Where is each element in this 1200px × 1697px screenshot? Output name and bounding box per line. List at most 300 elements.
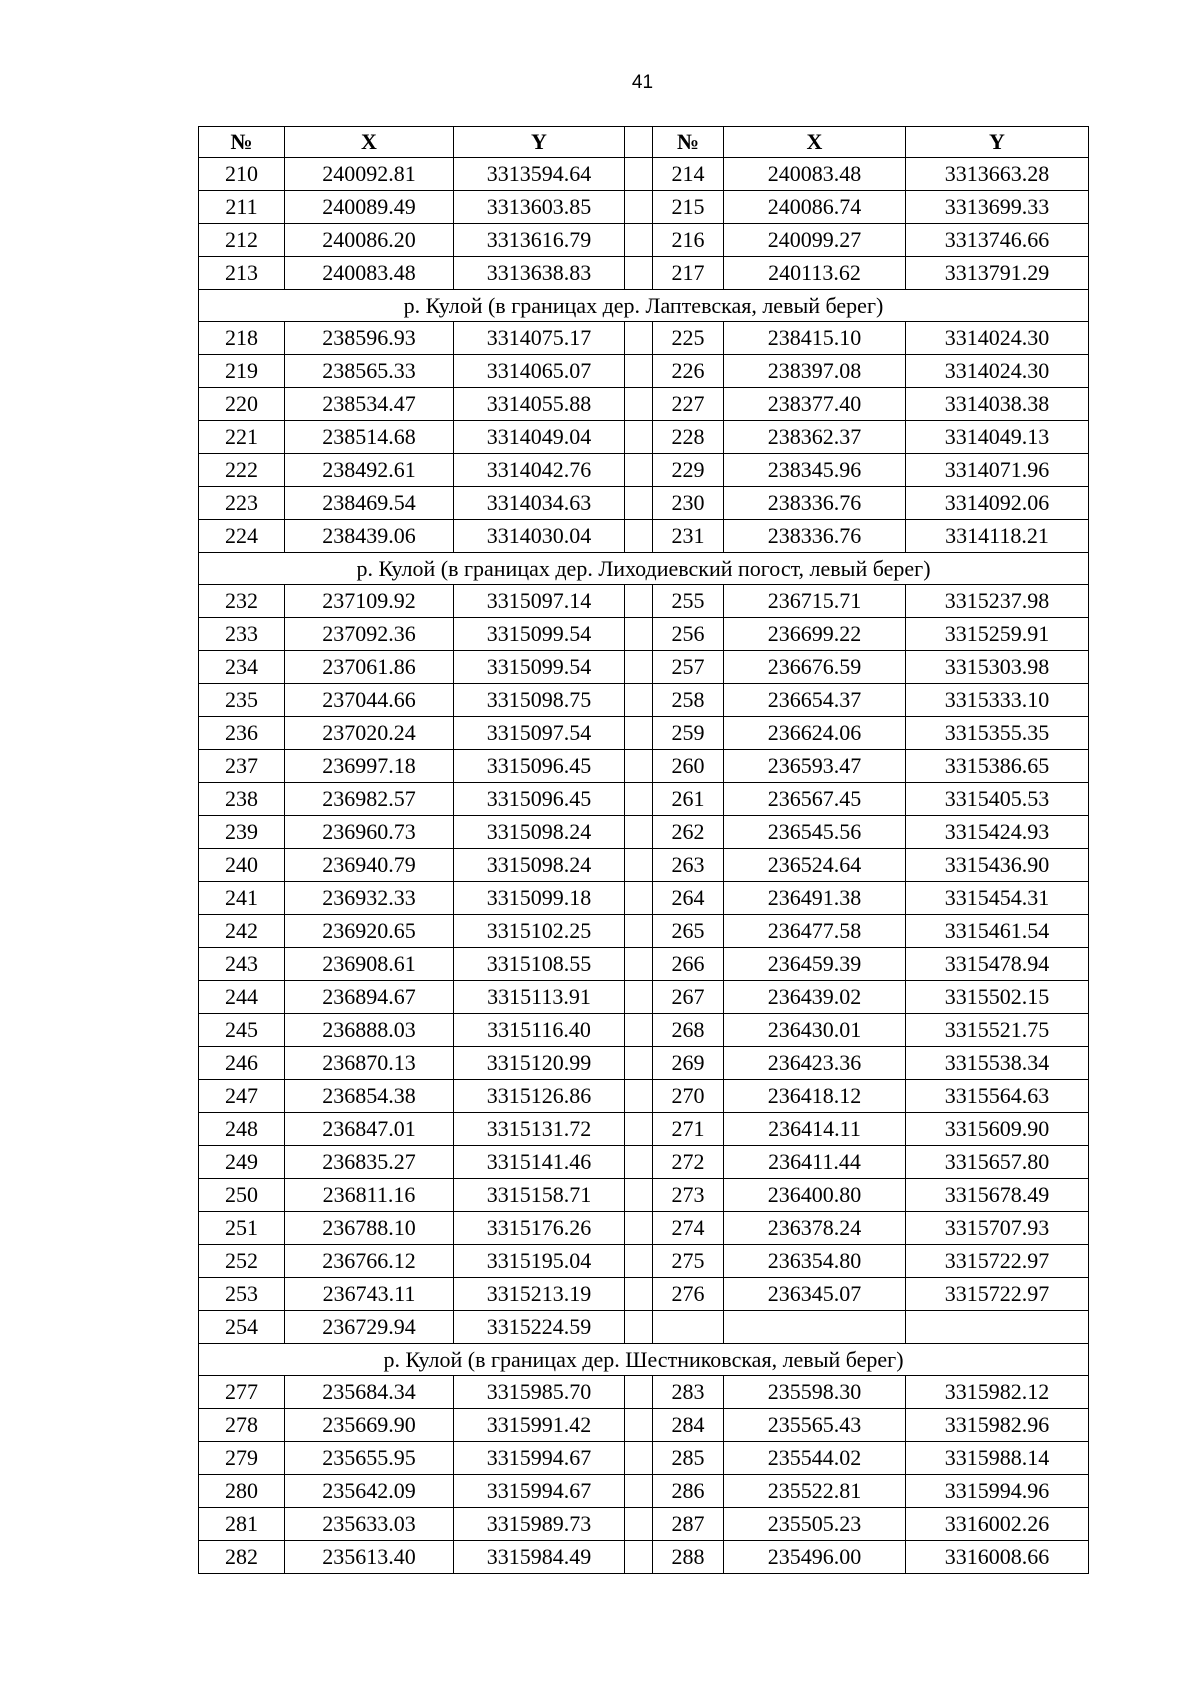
x-coordinate-right: 236354.80 bbox=[724, 1245, 906, 1278]
gap-cell bbox=[625, 388, 653, 421]
table-row bbox=[199, 1014, 1089, 1047]
point-number-left: 281 bbox=[199, 1508, 285, 1541]
y-coordinate-left: 3313638.83 bbox=[454, 257, 625, 290]
point-number-right: 268 bbox=[653, 1014, 724, 1047]
point-number-right: 260 bbox=[653, 750, 724, 783]
y-coordinate-left: 3314075.17 bbox=[454, 322, 625, 355]
gap-cell bbox=[625, 750, 653, 783]
gap-cell bbox=[625, 454, 653, 487]
y-coordinate-left: 3315131.72 bbox=[454, 1113, 625, 1146]
point-number-left: 249 bbox=[199, 1146, 285, 1179]
gap-cell bbox=[625, 816, 653, 849]
x-coordinate-right: 236439.02 bbox=[724, 981, 906, 1014]
table-body bbox=[199, 158, 1089, 1574]
table-row bbox=[199, 191, 1089, 224]
point-number-right: 258 bbox=[653, 684, 724, 717]
point-number-left: 238 bbox=[199, 783, 285, 816]
x-coordinate-left: 240083.48 bbox=[285, 257, 454, 290]
point-number-left: 222 bbox=[199, 454, 285, 487]
x-coordinate-left: 237061.86 bbox=[285, 651, 454, 684]
gap-cell bbox=[625, 1047, 653, 1080]
x-coordinate-left: 238534.47 bbox=[285, 388, 454, 421]
y-coordinate-right: 3315678.49 bbox=[906, 1179, 1089, 1212]
point-number-right: 216 bbox=[653, 224, 724, 257]
point-number-left: 235 bbox=[199, 684, 285, 717]
table-row bbox=[199, 520, 1089, 553]
point-number-left: 282 bbox=[199, 1541, 285, 1574]
gap-cell bbox=[625, 191, 653, 224]
x-coordinate-left: 240089.49 bbox=[285, 191, 454, 224]
x-coordinate-right: 236624.06 bbox=[724, 717, 906, 750]
point-number-left: 234 bbox=[199, 651, 285, 684]
x-coordinate-left: 238565.33 bbox=[285, 355, 454, 388]
y-coordinate-left: 3315176.26 bbox=[454, 1212, 625, 1245]
y-coordinate-right: 3315722.97 bbox=[906, 1245, 1089, 1278]
point-number-left: 224 bbox=[199, 520, 285, 553]
x-coordinate-left: 235642.09 bbox=[285, 1475, 454, 1508]
x-coordinate-left: 237020.24 bbox=[285, 717, 454, 750]
point-number-right: 284 bbox=[653, 1409, 724, 1442]
y-coordinate-left: 3315141.46 bbox=[454, 1146, 625, 1179]
point-number-right: 266 bbox=[653, 948, 724, 981]
x-coordinate-right: 236545.56 bbox=[724, 816, 906, 849]
y-coordinate-left: 3315989.73 bbox=[454, 1508, 625, 1541]
x-coordinate-left: 235655.95 bbox=[285, 1442, 454, 1475]
x-coordinate-left: 236940.79 bbox=[285, 849, 454, 882]
y-coordinate-left: 3313603.85 bbox=[454, 191, 625, 224]
x-coordinate-right: 236400.80 bbox=[724, 1179, 906, 1212]
y-coordinate-right: 3315982.12 bbox=[906, 1376, 1089, 1409]
point-number-right bbox=[653, 1311, 724, 1344]
point-number-left: 220 bbox=[199, 388, 285, 421]
gap-cell bbox=[625, 915, 653, 948]
y-coordinate-right: 3315461.54 bbox=[906, 915, 1089, 948]
y-coordinate-right: 3315988.14 bbox=[906, 1442, 1089, 1475]
y-coordinate-left: 3315098.24 bbox=[454, 816, 625, 849]
point-number-left: 244 bbox=[199, 981, 285, 1014]
table-row bbox=[199, 585, 1089, 618]
table-row bbox=[199, 1311, 1089, 1344]
point-number-right: 226 bbox=[653, 355, 724, 388]
y-coordinate-left: 3314065.07 bbox=[454, 355, 625, 388]
x-coordinate-left: 236908.61 bbox=[285, 948, 454, 981]
gap-cell bbox=[625, 1080, 653, 1113]
x-coordinate-left: 238596.93 bbox=[285, 322, 454, 355]
gap-cell bbox=[625, 355, 653, 388]
gap-cell bbox=[625, 948, 653, 981]
y-coordinate-right: 3315502.15 bbox=[906, 981, 1089, 1014]
table-row bbox=[199, 487, 1089, 520]
gap-cell bbox=[625, 1508, 653, 1541]
x-coordinate-right: 236567.45 bbox=[724, 783, 906, 816]
x-coordinate-left: 236729.94 bbox=[285, 1311, 454, 1344]
x-coordinate-left: 236960.73 bbox=[285, 816, 454, 849]
section-title: р. Кулой (в границах дер. Лаптевская, левый берег) bbox=[199, 290, 1089, 322]
x-coordinate-left: 236932.33 bbox=[285, 882, 454, 915]
x-coordinate-right: 235522.81 bbox=[724, 1475, 906, 1508]
header-gap bbox=[625, 127, 653, 158]
gap-cell bbox=[625, 520, 653, 553]
y-coordinate-right: 3313663.28 bbox=[906, 158, 1089, 191]
point-number-right: 255 bbox=[653, 585, 724, 618]
gap-cell bbox=[625, 684, 653, 717]
y-coordinate-left: 3315158.71 bbox=[454, 1179, 625, 1212]
y-coordinate-left: 3315984.49 bbox=[454, 1541, 625, 1574]
x-coordinate-left: 236997.18 bbox=[285, 750, 454, 783]
x-coordinate-right: 240086.74 bbox=[724, 191, 906, 224]
gap-cell bbox=[625, 1376, 653, 1409]
point-number-right: 285 bbox=[653, 1442, 724, 1475]
gap-cell bbox=[625, 981, 653, 1014]
point-number-right: 256 bbox=[653, 618, 724, 651]
section-title-row bbox=[199, 290, 1089, 322]
point-number-left: 252 bbox=[199, 1245, 285, 1278]
x-coordinate-right: 236593.47 bbox=[724, 750, 906, 783]
point-number-left: 242 bbox=[199, 915, 285, 948]
x-coordinate-right: 240113.62 bbox=[724, 257, 906, 290]
x-coordinate-left: 238492.61 bbox=[285, 454, 454, 487]
x-coordinate-right: 238336.76 bbox=[724, 520, 906, 553]
point-number-right: 225 bbox=[653, 322, 724, 355]
y-coordinate-right: 3315333.10 bbox=[906, 684, 1089, 717]
y-coordinate-right: 3315478.94 bbox=[906, 948, 1089, 981]
table-row bbox=[199, 1146, 1089, 1179]
gap-cell bbox=[625, 1541, 653, 1574]
y-coordinate-right: 3315303.98 bbox=[906, 651, 1089, 684]
x-coordinate-right: 236491.38 bbox=[724, 882, 906, 915]
x-coordinate-right: 240099.27 bbox=[724, 224, 906, 257]
table-row bbox=[199, 421, 1089, 454]
gap-cell bbox=[625, 717, 653, 750]
point-number-right: 228 bbox=[653, 421, 724, 454]
table-row bbox=[199, 1080, 1089, 1113]
x-coordinate-right: 238345.96 bbox=[724, 454, 906, 487]
point-number-left: 248 bbox=[199, 1113, 285, 1146]
x-coordinate-left: 235684.34 bbox=[285, 1376, 454, 1409]
point-number-right: 287 bbox=[653, 1508, 724, 1541]
x-coordinate-right: 236411.44 bbox=[724, 1146, 906, 1179]
table-row bbox=[199, 1442, 1089, 1475]
y-coordinate-left: 3314034.63 bbox=[454, 487, 625, 520]
gap-cell bbox=[625, 322, 653, 355]
y-coordinate-right: 3316002.26 bbox=[906, 1508, 1089, 1541]
point-number-right: 264 bbox=[653, 882, 724, 915]
point-number-left: 211 bbox=[199, 191, 285, 224]
point-number-right: 288 bbox=[653, 1541, 724, 1574]
point-number-right: 274 bbox=[653, 1212, 724, 1245]
y-coordinate-left: 3315113.91 bbox=[454, 981, 625, 1014]
table-row bbox=[199, 1541, 1089, 1574]
y-coordinate-left: 3315994.67 bbox=[454, 1442, 625, 1475]
point-number-left: 221 bbox=[199, 421, 285, 454]
x-coordinate-right: 235496.00 bbox=[724, 1541, 906, 1574]
y-coordinate-left: 3315991.42 bbox=[454, 1409, 625, 1442]
y-coordinate-left: 3314049.04 bbox=[454, 421, 625, 454]
x-coordinate-right: 236524.64 bbox=[724, 849, 906, 882]
x-coordinate-left: 236894.67 bbox=[285, 981, 454, 1014]
y-coordinate-right: 3314024.30 bbox=[906, 355, 1089, 388]
y-coordinate-left: 3315098.75 bbox=[454, 684, 625, 717]
section-title-row bbox=[199, 553, 1089, 585]
y-coordinate-right: 3315259.91 bbox=[906, 618, 1089, 651]
x-coordinate-left: 236847.01 bbox=[285, 1113, 454, 1146]
section-title: р. Кулой (в границах дер. Лиходиевский погост, левый берег) bbox=[199, 553, 1089, 585]
gap-cell bbox=[625, 1409, 653, 1442]
point-number-right: 269 bbox=[653, 1047, 724, 1080]
table-row bbox=[199, 1113, 1089, 1146]
x-coordinate-right: 235598.30 bbox=[724, 1376, 906, 1409]
x-coordinate-right: 238397.08 bbox=[724, 355, 906, 388]
x-coordinate-right: 235565.43 bbox=[724, 1409, 906, 1442]
y-coordinate-right: 3315386.65 bbox=[906, 750, 1089, 783]
y-coordinate-left: 3313616.79 bbox=[454, 224, 625, 257]
y-coordinate-right: 3315424.93 bbox=[906, 816, 1089, 849]
point-number-left: 246 bbox=[199, 1047, 285, 1080]
point-number-left: 210 bbox=[199, 158, 285, 191]
x-coordinate-left: 240086.20 bbox=[285, 224, 454, 257]
header-x-left: X bbox=[285, 127, 454, 158]
section-title: р. Кулой (в границах дер. Шестниковская, левый берег) bbox=[199, 1344, 1089, 1376]
table-row bbox=[199, 684, 1089, 717]
y-coordinate-right: 3315994.96 bbox=[906, 1475, 1089, 1508]
point-number-right: 286 bbox=[653, 1475, 724, 1508]
point-number-right: 259 bbox=[653, 717, 724, 750]
header-number-left: № bbox=[199, 127, 285, 158]
y-coordinate-right: 3313699.33 bbox=[906, 191, 1089, 224]
point-number-left: 280 bbox=[199, 1475, 285, 1508]
x-coordinate-left: 236788.10 bbox=[285, 1212, 454, 1245]
point-number-left: 236 bbox=[199, 717, 285, 750]
point-number-left: 279 bbox=[199, 1442, 285, 1475]
x-coordinate-left: 236982.57 bbox=[285, 783, 454, 816]
y-coordinate-left: 3315120.99 bbox=[454, 1047, 625, 1080]
y-coordinate-right: 3314049.13 bbox=[906, 421, 1089, 454]
table-row bbox=[199, 158, 1089, 191]
y-coordinate-right: 3315538.34 bbox=[906, 1047, 1089, 1080]
page-number: 41 bbox=[631, 72, 654, 93]
x-coordinate-right: 240083.48 bbox=[724, 158, 906, 191]
y-coordinate-right: 3315237.98 bbox=[906, 585, 1089, 618]
header-number-right: № bbox=[653, 127, 724, 158]
point-number-right: 231 bbox=[653, 520, 724, 553]
point-number-left: 213 bbox=[199, 257, 285, 290]
table-row bbox=[199, 981, 1089, 1014]
x-coordinate-left: 236870.13 bbox=[285, 1047, 454, 1080]
gap-cell bbox=[625, 1311, 653, 1344]
x-coordinate-left: 238439.06 bbox=[285, 520, 454, 553]
point-number-left: 237 bbox=[199, 750, 285, 783]
x-coordinate-right: 238362.37 bbox=[724, 421, 906, 454]
y-coordinate-right: 3315657.80 bbox=[906, 1146, 1089, 1179]
gap-cell bbox=[625, 1146, 653, 1179]
y-coordinate-right: 3314071.96 bbox=[906, 454, 1089, 487]
y-coordinate-right: 3314024.30 bbox=[906, 322, 1089, 355]
point-number-right: 271 bbox=[653, 1113, 724, 1146]
gap-cell bbox=[625, 1475, 653, 1508]
x-coordinate-left: 236743.11 bbox=[285, 1278, 454, 1311]
x-coordinate-left: 236835.27 bbox=[285, 1146, 454, 1179]
point-number-right: 270 bbox=[653, 1080, 724, 1113]
y-coordinate-right: 3315405.53 bbox=[906, 783, 1089, 816]
point-number-left: 251 bbox=[199, 1212, 285, 1245]
y-coordinate-left: 3315099.18 bbox=[454, 882, 625, 915]
table-row bbox=[199, 1475, 1089, 1508]
y-coordinate-left: 3315099.54 bbox=[454, 651, 625, 684]
table-row bbox=[199, 1179, 1089, 1212]
x-coordinate-left: 238514.68 bbox=[285, 421, 454, 454]
point-number-left: 247 bbox=[199, 1080, 285, 1113]
point-number-right: 272 bbox=[653, 1146, 724, 1179]
point-number-left: 254 bbox=[199, 1311, 285, 1344]
y-coordinate-left: 3315096.45 bbox=[454, 750, 625, 783]
y-coordinate-left: 3315985.70 bbox=[454, 1376, 625, 1409]
y-coordinate-left: 3315099.54 bbox=[454, 618, 625, 651]
y-coordinate-left: 3315195.04 bbox=[454, 1245, 625, 1278]
point-number-right: 262 bbox=[653, 816, 724, 849]
x-coordinate-left: 237109.92 bbox=[285, 585, 454, 618]
table-header-row bbox=[199, 127, 1089, 158]
y-coordinate-left: 3315213.19 bbox=[454, 1278, 625, 1311]
gap-cell bbox=[625, 1014, 653, 1047]
x-coordinate-left: 237092.36 bbox=[285, 618, 454, 651]
point-number-right: 265 bbox=[653, 915, 724, 948]
point-number-right: 257 bbox=[653, 651, 724, 684]
table-row bbox=[199, 322, 1089, 355]
point-number-right: 273 bbox=[653, 1179, 724, 1212]
table-row bbox=[199, 1245, 1089, 1278]
x-coordinate-right: 236459.39 bbox=[724, 948, 906, 981]
y-coordinate-right: 3315609.90 bbox=[906, 1113, 1089, 1146]
gap-cell bbox=[625, 1278, 653, 1311]
x-coordinate-right: 235505.23 bbox=[724, 1508, 906, 1541]
gap-cell bbox=[625, 257, 653, 290]
gap-cell bbox=[625, 1442, 653, 1475]
x-coordinate-right: 236378.24 bbox=[724, 1212, 906, 1245]
table-row bbox=[199, 1376, 1089, 1409]
table-row bbox=[199, 1508, 1089, 1541]
table-row bbox=[199, 783, 1089, 816]
x-coordinate-right: 236414.11 bbox=[724, 1113, 906, 1146]
point-number-right: 267 bbox=[653, 981, 724, 1014]
y-coordinate-left: 3314042.76 bbox=[454, 454, 625, 487]
gap-cell bbox=[625, 158, 653, 191]
y-coordinate-right bbox=[906, 1311, 1089, 1344]
point-number-right: 230 bbox=[653, 487, 724, 520]
x-coordinate-right: 236477.58 bbox=[724, 915, 906, 948]
point-number-left: 232 bbox=[199, 585, 285, 618]
table-row bbox=[199, 915, 1089, 948]
y-coordinate-right: 3314092.06 bbox=[906, 487, 1089, 520]
y-coordinate-right: 3315521.75 bbox=[906, 1014, 1089, 1047]
y-coordinate-left: 3315116.40 bbox=[454, 1014, 625, 1047]
x-coordinate-right: 236699.22 bbox=[724, 618, 906, 651]
y-coordinate-left: 3315097.54 bbox=[454, 717, 625, 750]
x-coordinate-right: 238377.40 bbox=[724, 388, 906, 421]
point-number-left: 223 bbox=[199, 487, 285, 520]
table-row bbox=[199, 717, 1089, 750]
x-coordinate-left: 240092.81 bbox=[285, 158, 454, 191]
point-number-right: 215 bbox=[653, 191, 724, 224]
point-number-left: 219 bbox=[199, 355, 285, 388]
gap-cell bbox=[625, 585, 653, 618]
y-coordinate-right: 3315982.96 bbox=[906, 1409, 1089, 1442]
y-coordinate-right: 3315454.31 bbox=[906, 882, 1089, 915]
point-number-right: 283 bbox=[653, 1376, 724, 1409]
y-coordinate-right: 3313746.66 bbox=[906, 224, 1089, 257]
y-coordinate-right: 3315722.97 bbox=[906, 1278, 1089, 1311]
gap-cell bbox=[625, 421, 653, 454]
table-row bbox=[199, 618, 1089, 651]
section-title-row bbox=[199, 1344, 1089, 1376]
header-x-right: X bbox=[724, 127, 906, 158]
y-coordinate-right: 3315355.35 bbox=[906, 717, 1089, 750]
table-row bbox=[199, 1212, 1089, 1245]
gap-cell bbox=[625, 849, 653, 882]
y-coordinate-left: 3315098.24 bbox=[454, 849, 625, 882]
table-row bbox=[199, 882, 1089, 915]
point-number-left: 239 bbox=[199, 816, 285, 849]
point-number-left: 245 bbox=[199, 1014, 285, 1047]
y-coordinate-right: 3316008.66 bbox=[906, 1541, 1089, 1574]
y-coordinate-right: 3315436.90 bbox=[906, 849, 1089, 882]
point-number-left: 218 bbox=[199, 322, 285, 355]
table-row bbox=[199, 257, 1089, 290]
y-coordinate-left: 3314055.88 bbox=[454, 388, 625, 421]
table-row bbox=[199, 816, 1089, 849]
point-number-right: 276 bbox=[653, 1278, 724, 1311]
table-row bbox=[199, 1409, 1089, 1442]
point-number-left: 253 bbox=[199, 1278, 285, 1311]
gap-cell bbox=[625, 783, 653, 816]
table-row bbox=[199, 1278, 1089, 1311]
y-coordinate-left: 3315096.45 bbox=[454, 783, 625, 816]
y-coordinate-right: 3314038.38 bbox=[906, 388, 1089, 421]
point-number-left: 277 bbox=[199, 1376, 285, 1409]
gap-cell bbox=[625, 224, 653, 257]
point-number-left: 240 bbox=[199, 849, 285, 882]
point-number-right: 263 bbox=[653, 849, 724, 882]
gap-cell bbox=[625, 882, 653, 915]
x-coordinate-left: 236920.65 bbox=[285, 915, 454, 948]
x-coordinate-left: 236766.12 bbox=[285, 1245, 454, 1278]
gap-cell bbox=[625, 1179, 653, 1212]
x-coordinate-left: 235633.03 bbox=[285, 1508, 454, 1541]
y-coordinate-left: 3315102.25 bbox=[454, 915, 625, 948]
x-coordinate-right: 238336.76 bbox=[724, 487, 906, 520]
point-number-right: 261 bbox=[653, 783, 724, 816]
table-row bbox=[199, 1047, 1089, 1080]
x-coordinate-right: 236423.36 bbox=[724, 1047, 906, 1080]
gap-cell bbox=[625, 651, 653, 684]
x-coordinate-right bbox=[724, 1311, 906, 1344]
table-row bbox=[199, 224, 1089, 257]
x-coordinate-right: 236418.12 bbox=[724, 1080, 906, 1113]
x-coordinate-left: 237044.66 bbox=[285, 684, 454, 717]
point-number-left: 241 bbox=[199, 882, 285, 915]
table-row bbox=[199, 651, 1089, 684]
table-row bbox=[199, 750, 1089, 783]
point-number-right: 214 bbox=[653, 158, 724, 191]
x-coordinate-left: 236854.38 bbox=[285, 1080, 454, 1113]
point-number-right: 217 bbox=[653, 257, 724, 290]
table-row bbox=[199, 388, 1089, 421]
header-y-right: Y bbox=[906, 127, 1089, 158]
gap-cell bbox=[625, 487, 653, 520]
point-number-left: 250 bbox=[199, 1179, 285, 1212]
table-row bbox=[199, 948, 1089, 981]
y-coordinate-right: 3315564.63 bbox=[906, 1080, 1089, 1113]
x-coordinate-left: 236811.16 bbox=[285, 1179, 454, 1212]
